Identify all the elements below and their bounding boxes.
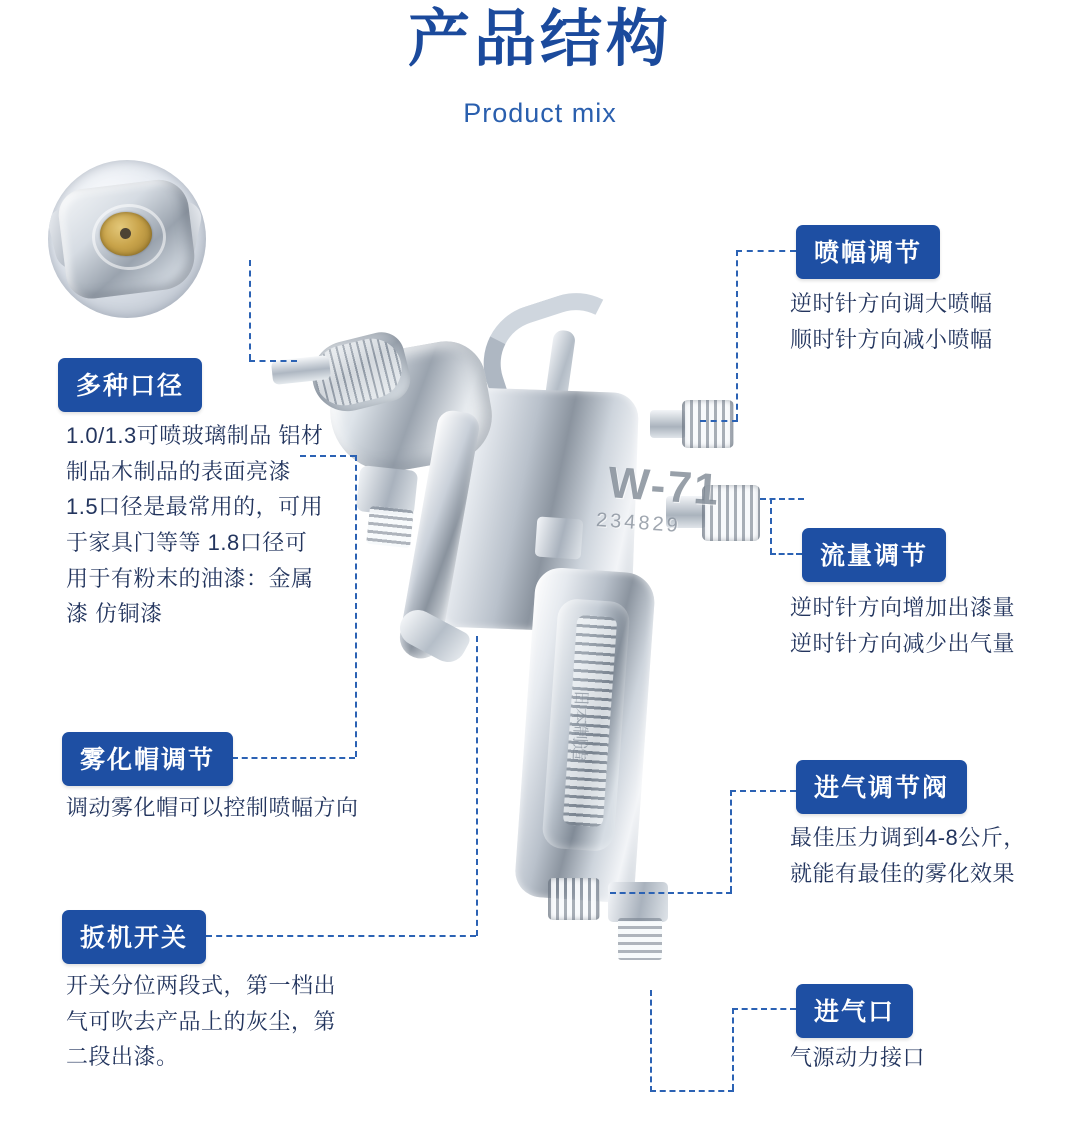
connector-atomizing-cap-vertical xyxy=(355,455,357,757)
callout-desc-air-valve xyxy=(790,820,1026,891)
air-inlet-fitting-shape xyxy=(608,882,668,922)
air-cap-orifice-shape xyxy=(120,228,131,239)
callout-desc-flow-adjust xyxy=(790,590,1015,661)
connector-trigger-vertical xyxy=(476,636,478,936)
gun-model-engraving: W-71 xyxy=(606,458,722,515)
connector-air-valve-vertical xyxy=(730,790,732,892)
callout-desc-air-inlet xyxy=(790,1040,925,1076)
connector-trigger-horizontal xyxy=(206,935,476,937)
gun-side-nut-shape xyxy=(535,516,584,559)
callout-desc-line: 1.5口径是最常用的，可用 xyxy=(66,494,324,520)
callout-desc-trigger-switch xyxy=(66,968,336,1075)
callout-desc-line: 气可吹去产品上的灰尘，第 xyxy=(66,1008,337,1034)
paint-inlet-thread-shape xyxy=(366,506,414,548)
fan-adjust-stem-shape xyxy=(650,410,686,438)
callout-desc-line: 用于有粉末的油漆：金属 xyxy=(66,565,314,591)
callout-desc-line: 就能有最佳的雾化效果 xyxy=(790,860,1016,886)
callout-desc-atomizing-cap xyxy=(66,790,359,826)
gun-serial-engraving: 234829 xyxy=(595,509,682,537)
callout-label-flow-adjust[interactable]: 流量调节 xyxy=(802,528,946,582)
fan-adjust-knob-shape xyxy=(682,400,734,448)
connector-air-inlet-horizontal xyxy=(732,1008,796,1010)
callout-desc-line: 最佳压力调到4-8公斤， xyxy=(790,825,1026,850)
callout-desc-line: 1.0/1.3可喷玻璃制品 铝材 xyxy=(66,423,324,448)
callout-label-fan-adjust[interactable]: 喷幅调节 xyxy=(796,225,940,279)
callout-desc-line: 逆时针方向调大喷幅 xyxy=(790,291,993,316)
callout-desc-line: 制品木制品的表面亮漆 xyxy=(66,458,292,484)
air-cap-closeup-photo xyxy=(48,160,206,318)
callout-desc-line: 逆时针方向减少出气量 xyxy=(790,630,1016,656)
connector-nozzle-size-vertical xyxy=(249,260,251,360)
connector-air-inlet-riser xyxy=(650,990,652,1092)
callout-label-air-inlet[interactable]: 进气口 xyxy=(796,984,913,1038)
connector-air-valve-horizontal xyxy=(730,790,796,792)
callout-desc-line: 漆 仿铜漆 xyxy=(66,601,163,627)
connector-nozzle-size-horizontal xyxy=(249,360,297,362)
callout-desc-fan-adjust xyxy=(790,286,993,357)
callout-label-trigger-switch[interactable]: 扳机开关 xyxy=(62,910,206,964)
connector-atomizing-cap-horizontal xyxy=(232,757,355,759)
air-valve-knob-shape xyxy=(548,878,600,920)
callout-desc-line: 二段出漆。 xyxy=(66,1044,179,1070)
connector-fan-adjust-vertical xyxy=(736,250,738,420)
connector-air-inlet-bottom xyxy=(650,1090,734,1092)
connector-flow-adjust-horizontal xyxy=(770,553,802,555)
connector-air-inlet-vertical xyxy=(732,1008,734,1090)
gun-side-engraving: 日本制造 xyxy=(569,689,592,762)
callout-label-atomizing-cap[interactable]: 雾化帽调节 xyxy=(62,732,233,786)
page-title: 产品结构 xyxy=(407,5,672,74)
callout-label-air-valve[interactable]: 进气调节阀 xyxy=(796,760,967,814)
callout-desc-nozzle-size xyxy=(66,418,323,632)
callout-label-nozzle-size[interactable]: 多种口径 xyxy=(58,358,202,412)
connector-flow-adjust-to-knob xyxy=(760,498,804,500)
callout-desc-line: 开关分位两段式，第一档出 xyxy=(66,973,337,998)
page-subtitle: Product mix xyxy=(463,98,617,128)
connector-fan-adjust-horizontal xyxy=(736,250,796,252)
spray-gun-illustration xyxy=(250,270,810,990)
callout-desc-line: 调动雾化帽可以控制喷幅方向 xyxy=(66,795,359,820)
callout-desc-line: 气源动力接口 xyxy=(790,1045,926,1070)
callout-desc-line: 顺时针方向减小喷幅 xyxy=(790,326,993,352)
callout-desc-line: 于家具门等等 1.8口径可 xyxy=(66,529,308,555)
connector-flow-adjust-vertical xyxy=(770,498,772,554)
callout-desc-line: 逆时针方向增加出漆量 xyxy=(790,595,1016,620)
connector-fan-adjust-to-knob xyxy=(700,420,738,422)
air-inlet-thread-shape xyxy=(618,918,662,960)
connector-air-valve-to-knob xyxy=(610,892,732,894)
